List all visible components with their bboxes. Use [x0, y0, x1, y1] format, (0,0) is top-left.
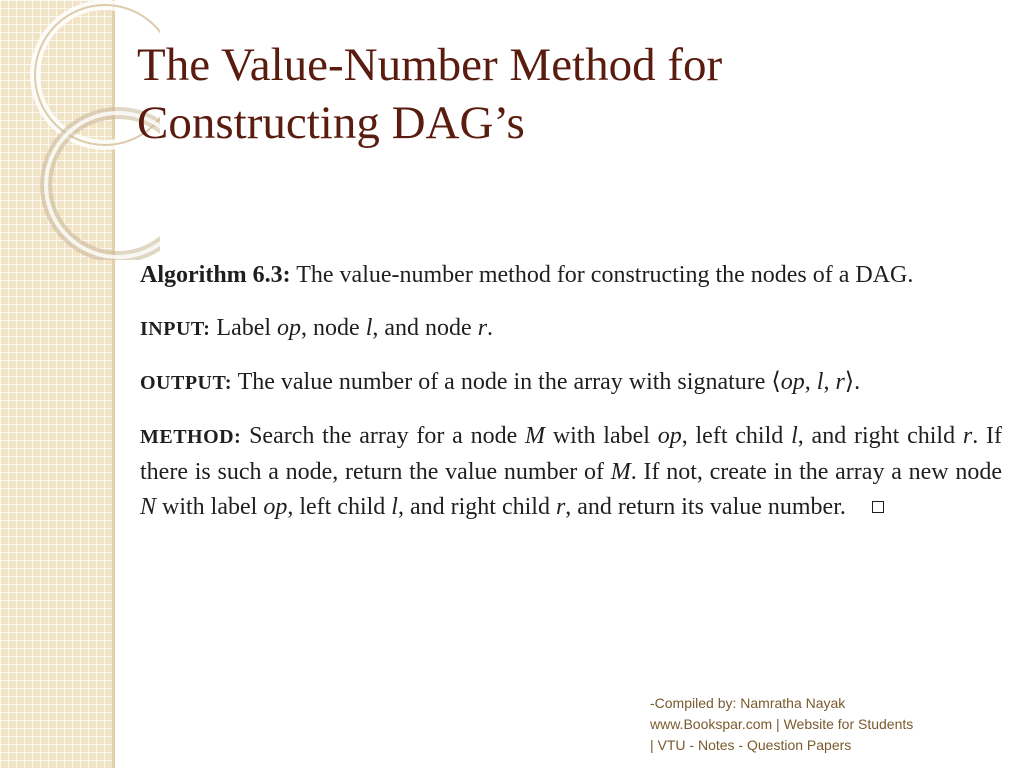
- algorithm-description: The value-number method for constructing the nodes of a DAG.: [296, 262, 914, 288]
- slide-title-line1: The Value-Number Method for: [137, 39, 723, 91]
- method-label: METHOD:: [140, 426, 242, 448]
- input-label: INPUT:: [140, 318, 211, 340]
- slide-title-line2: Constructing DAG’s: [137, 97, 525, 149]
- slide-title: [137, 36, 997, 152]
- algorithm-box: [140, 258, 1002, 543]
- algorithm-input: [140, 311, 1002, 347]
- algorithm-output: [140, 365, 1002, 401]
- method-text: Search the array for a node M with label op, left child l, and right child r. If there is such a node, return the value number of M. If not, create in the array a new node N with label op, left child l, and right child r, and return its value number.: [140, 423, 1003, 520]
- footer-line2: www.Bookspar.com | Website for Students: [650, 716, 914, 732]
- footer-line1: -Compiled by: Namratha Nayak: [650, 695, 846, 711]
- algorithm-method: [140, 419, 1002, 525]
- end-of-proof-icon: [872, 501, 884, 513]
- output-text: The value number of a node in the array with signature ⟨op, l, r⟩.: [237, 369, 861, 395]
- output-label: OUTPUT:: [140, 372, 233, 394]
- input-text: Label op, node l, and node r.: [216, 315, 494, 341]
- footer-credits: [650, 693, 1010, 756]
- footer-line3: | VTU - Notes - Question Papers: [650, 737, 852, 753]
- algorithm-heading: [140, 258, 1002, 293]
- decorative-rings-icon: [0, 0, 160, 260]
- algorithm-label: Algorithm 6.3:: [140, 262, 291, 288]
